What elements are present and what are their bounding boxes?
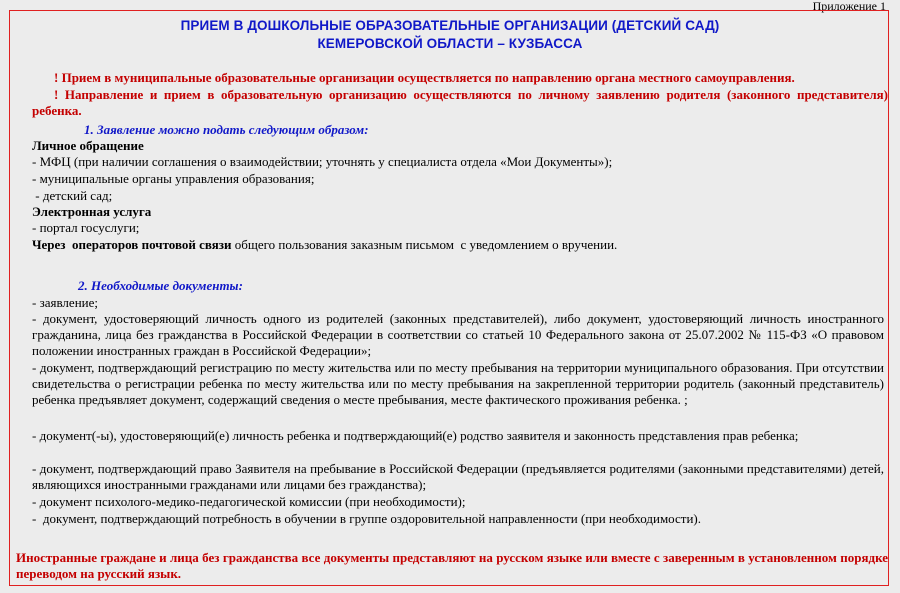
post-line xyxy=(32,237,617,253)
electronic-item-1: - портал госуслуги; xyxy=(32,220,140,235)
doc-item-3: - документ, подтверждающий регистрацию по месту жительства или по месту пребывания на территории муниципального образования. При отсутствии свидетельства о регистрации ребенка по месту жительства или по месту пребывания на закрепленной территории родитель (законный представитель) ребенка предъявляет документ, содержащий сведения о месте пребывания, месте фактического проживания ребенка. ; xyxy=(32,360,884,407)
personal-item-3: - детский сад; xyxy=(32,188,113,203)
post-bold: Через операторов почтовой связи xyxy=(32,237,232,252)
electronic-title: Электронная услуга xyxy=(32,204,152,219)
doc-item-6: - документ психолого-медико-педагогической комиссии (при необходимости); xyxy=(32,494,466,509)
notice-1: ! Прием в муниципальные образовательные организации осуществляется по направлению органа местного самоуправления. xyxy=(54,70,795,85)
doc-item-7: - документ, подтверждающий потребность в обучении в группе оздоровительной направленности (при необходимости). xyxy=(32,511,701,526)
post-rest: общего пользования заказным письмом с уведомлением о вручении. xyxy=(231,237,618,252)
title-line-2: КЕМЕРОВСКОЙ ОБЛАСТИ – КУЗБАССА xyxy=(317,36,583,51)
doc-item-2: - документ, удостоверяющий личность одного из родителей (законных представителей), либо документ, удостоверяющий личность иностранного гражданина, лица без гражданства в Российской Федерации в соответствии со статьей 10 Федерального закона от 25.07.2002 № 115-ФЗ «О правовом положении иностранных граждан в Российской Федерации»; xyxy=(32,311,884,358)
personal-item-2: - муниципальные органы управления образования; xyxy=(32,171,315,186)
personal-item-1: - МФЦ (при наличии соглашения о взаимодействии; уточнять у специалиста отдела «Мои Документы»); xyxy=(32,154,613,169)
title-line-1: ПРИЕМ В ДОШКОЛЬНЫЕ ОБРАЗОВАТЕЛЬНЫЕ ОРГАНИЗАЦИИ (ДЕТСКИЙ САД) xyxy=(180,18,720,33)
appendix-label: Приложение 1 xyxy=(812,0,886,13)
section-2-heading: 2. Необходимые документы: xyxy=(78,278,243,293)
notice-2: ! Направление и прием в образовательную организацию осуществляются по личному заявлению родителя (законного представителя) ребенка. xyxy=(32,87,888,118)
doc-item-4: - документ(-ы), удостоверяющий(е) личность ребенка и подтверждающий(е) родство заявителя и законность представления прав ребенка; xyxy=(32,428,799,443)
footer-notice: Иностранные граждане и лица без гражданства все документы представляют на русском языке или вместе с заверенным в установленном порядке переводом на русский язык. xyxy=(16,550,888,581)
personal-title: Личное обращение xyxy=(32,138,144,153)
doc-item-1: - заявление; xyxy=(32,295,98,310)
doc-item-5: - документ, подтверждающий право Заявителя на пребывание в Российской Федерации (предъявляется родителями (законными представителями) детей, являющихся иностранными гражданами или лицами без гражданства); xyxy=(32,461,884,492)
section-1-heading: 1. Заявление можно подать следующим образом: xyxy=(84,122,369,137)
